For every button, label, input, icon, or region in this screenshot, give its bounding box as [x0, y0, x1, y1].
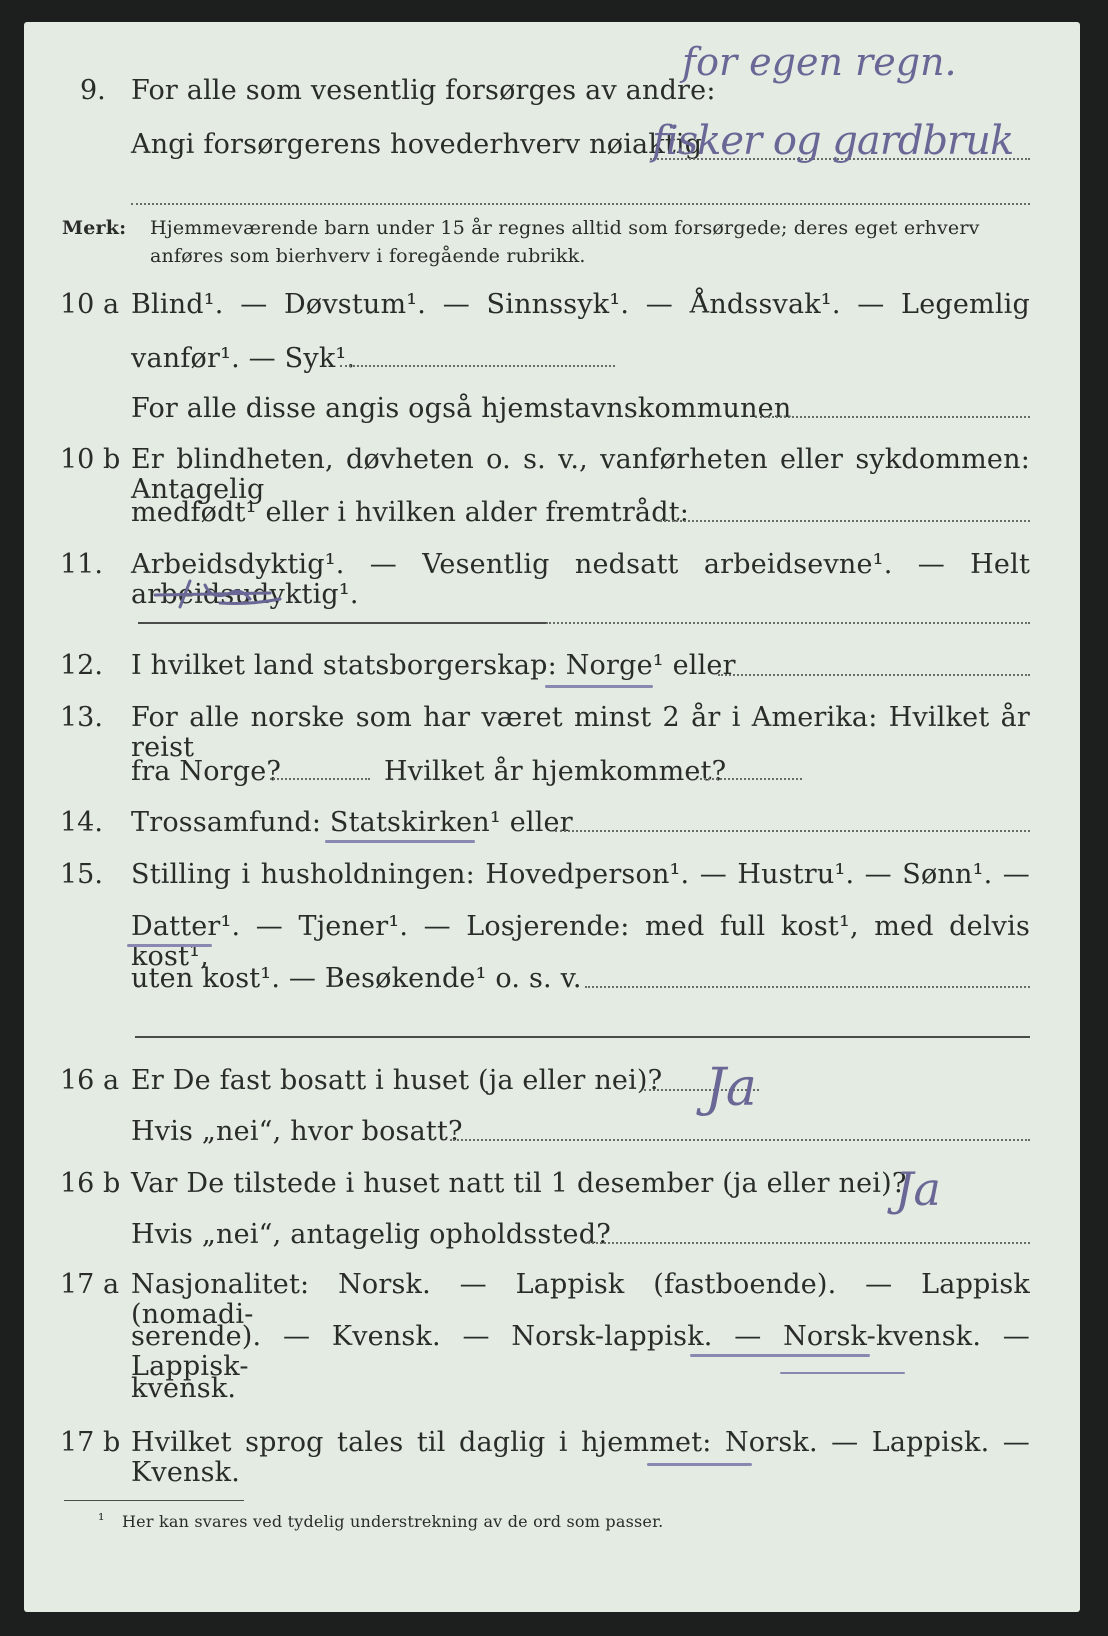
- q10a-number: 10 a: [60, 289, 120, 320]
- q17a-underline-2: [780, 1372, 905, 1374]
- q16a-number: 16 a: [60, 1065, 120, 1096]
- q17a-line2: serende). — Kvensk. — Norsk-lappisk. — Norsk-kvensk. — Lappisk-: [131, 1321, 1030, 1382]
- footnote-mark: ¹: [98, 1510, 105, 1529]
- q11-answer-line: [546, 622, 1030, 624]
- q15-answer-line: [585, 986, 1030, 988]
- q13-line2a: fra Norge?: [131, 756, 282, 787]
- q13-return-line: [700, 778, 802, 780]
- q14-number: 14.: [60, 807, 103, 838]
- q15-line2: Datter¹. — Tjener¹. — Losjerende: med full kost¹, med delvis kost¹,: [131, 911, 1030, 972]
- footnote-text: Her kan svares ved tydelig understrekning av de ord som passer.: [122, 1512, 664, 1531]
- q10a-line1: Blind¹. — Døvstum¹. — Sinnssyk¹. — Åndssvak¹. — Legemlig: [131, 289, 1030, 320]
- q11-rule: [138, 622, 546, 624]
- q11-line1: Arbeidsdyktig¹. — Vesentlig nedsatt arbeidsevne¹. — Helt arbeidsudyktig¹.: [131, 549, 1030, 610]
- q10b-answer-line: [660, 520, 1030, 522]
- q16a-line1: Er De fast bosatt i huset (ja eller nei)?: [131, 1065, 663, 1096]
- q10a-hometown-line: [755, 416, 1030, 418]
- q9-handwritten-answer-1: for egen regn.: [682, 40, 957, 84]
- q11-handwritten-underline: [150, 575, 290, 615]
- q10a-answer-line: [340, 365, 615, 367]
- q15-line1: Stilling i husholdningen: Hovedperson¹. — Hustru¹. — Sønn¹. —: [131, 859, 1030, 890]
- q16b-stay-line: [585, 1242, 1030, 1244]
- q12-line1: I hvilket land statsborgerskap: Norge¹ eller: [131, 650, 736, 681]
- q17a-line1: Nasjonalitet: Norsk. — Lappisk (fastboende). — Lappisk (nomadi-: [131, 1269, 1030, 1330]
- merk-label: Merk:: [62, 217, 127, 239]
- q17a-underline-norsk-kvensk: [690, 1354, 870, 1357]
- q16a-handwritten-answer: Ja: [705, 1058, 757, 1118]
- q9-line1: For alle som vesentlig forsørges av andre:: [131, 75, 716, 106]
- q17b-underline-norsk: [647, 1463, 752, 1466]
- q13-line2b: Hvilket år hjemkommet?: [384, 756, 727, 787]
- merk-line1: Hjemmeværende barn under 15 år regnes alltid som forsørgede; deres eget erhverv: [150, 217, 980, 239]
- q16b-line1: Var De tilstede i huset natt til 1 desember (ja eller nei)?: [131, 1168, 907, 1199]
- q17a-number: 17 a: [60, 1269, 120, 1300]
- q17b-number: 17 b: [60, 1427, 121, 1458]
- q16a-line2: Hvis „nei“, hvor bosatt?: [131, 1116, 463, 1147]
- q10b-line1: Er blindheten, døvheten o. s. v., vanførheten eller sykdommen: Antagelig: [131, 444, 1030, 505]
- q12-number: 12.: [60, 650, 103, 681]
- q13-line1: For alle norske som har været minst 2 år i Amerika: Hvilket år reist: [131, 702, 1030, 763]
- q15-line3: uten kost¹. — Besøkende¹ o. s. v.: [131, 963, 582, 994]
- q15-rule: [135, 1036, 1030, 1038]
- q16a-residence-line: [450, 1139, 1030, 1141]
- q14-answer-line: [555, 830, 1030, 832]
- q17b-line1: Hvilket sprog tales til daglig i hjemmet: Norsk. — Lappisk. — Kvensk.: [131, 1427, 1030, 1488]
- merk-line2: anføres som bierhverv i foregående rubrikk.: [150, 245, 586, 267]
- q9-line2: Angi forsørgerens hovederhverv nøiaktig: [131, 129, 703, 160]
- q14-line1: Trossamfund: Statskirken¹ eller: [131, 807, 573, 838]
- q17a-line3: kvensk.: [131, 1373, 237, 1404]
- q16b-number: 16 b: [60, 1168, 121, 1199]
- q9-answer-line-2: [131, 203, 1030, 205]
- q10a-line3: For alle disse angis også hjemstavnskommunen: [131, 393, 792, 424]
- q16b-handwritten-answer: Ja: [895, 1162, 941, 1216]
- q11-number: 11.: [60, 549, 103, 580]
- footnote-rule: [64, 1500, 244, 1501]
- q13-departure-line: [270, 778, 370, 780]
- q10a-line2: vanfør¹. — Syk¹.: [131, 343, 356, 374]
- q14-underline-statskirken: [325, 840, 475, 843]
- q16b-line2: Hvis „nei“, antagelig opholdssted?: [131, 1219, 611, 1250]
- q12-answer-line: [718, 674, 1030, 676]
- q9-number: 9.: [80, 75, 106, 106]
- q9-handwritten-answer-2: fisker og gardbruk: [652, 118, 1014, 164]
- q12-underline-norge: [545, 685, 653, 688]
- q15-underline-datter: [127, 944, 212, 947]
- q13-number: 13.: [60, 702, 103, 733]
- q15-number: 15.: [60, 859, 103, 890]
- q10b-number: 10 b: [60, 444, 121, 475]
- q10b-line2: medfødt¹ eller i hvilken alder fremtrådt:: [131, 497, 690, 528]
